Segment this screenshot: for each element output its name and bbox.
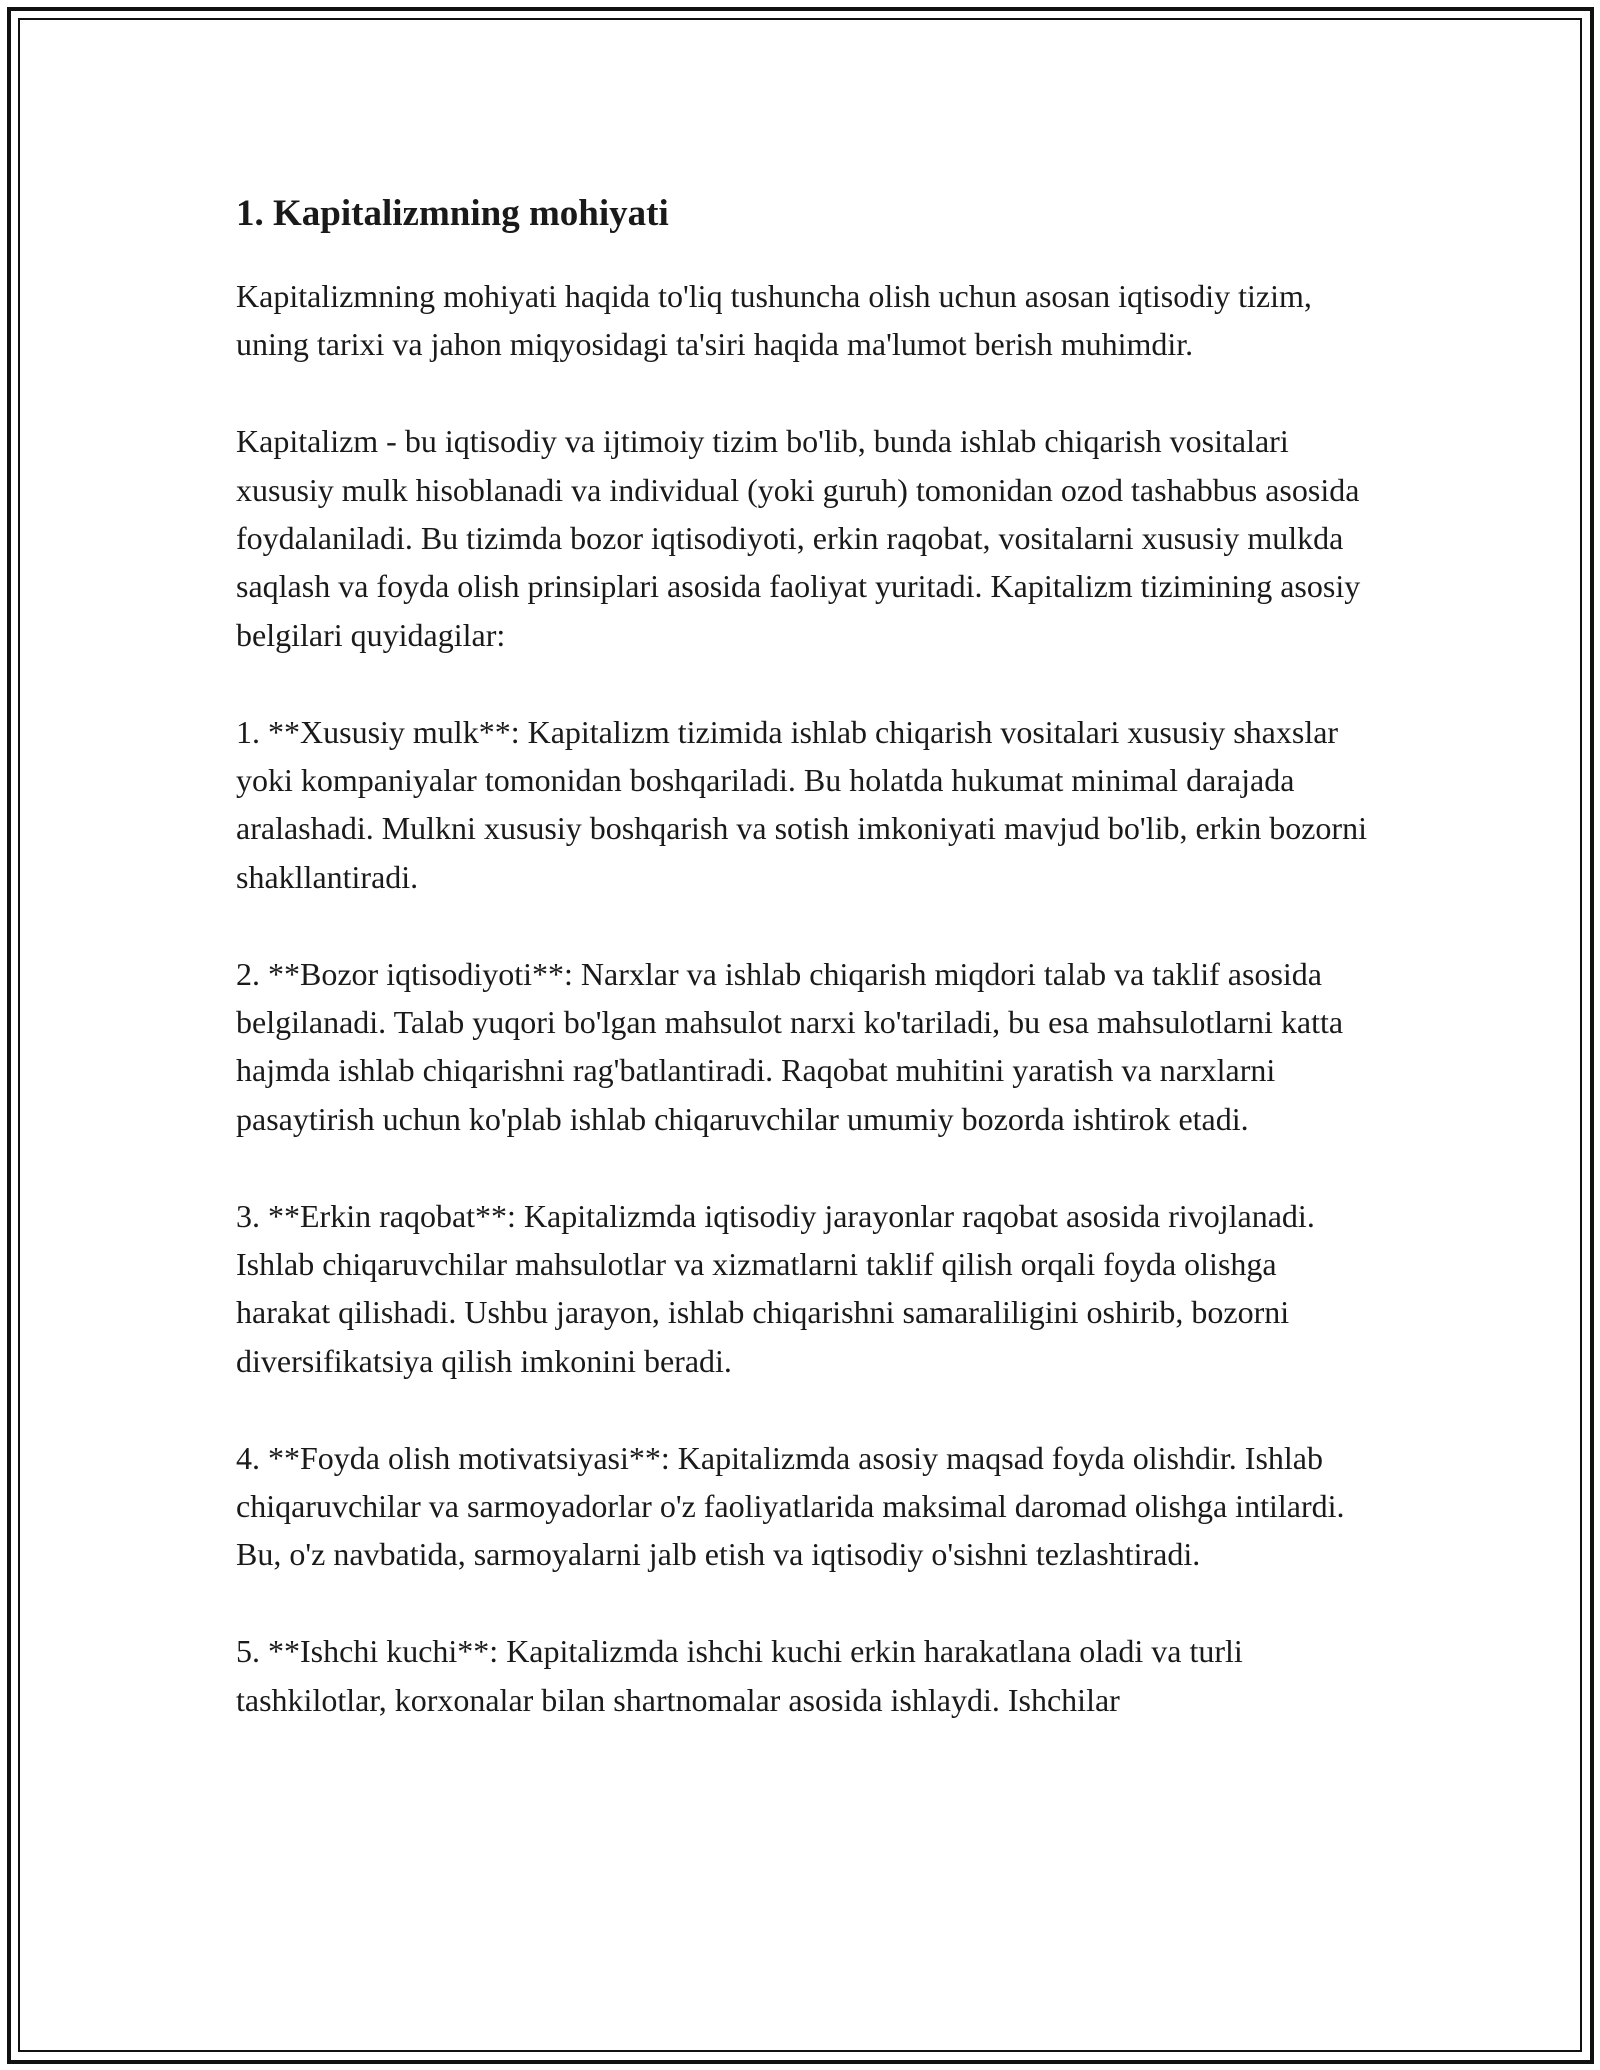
list-item-market-economy: 2. **Bozor iqtisodiyoti**: Narxlar va ishlab chiqarish miqdori talab va taklif asosida belgilanadi. Talab yuqori bo'lgan mahsulot narxi ko'tariladi, bu esa mahsulotlarni katta hajmda ishlab chiqarishni rag'batlantiradi. Raqobat muhitini yaratish va narxlarni pasaytirish uchun ko'plab ishlab chiqaruvchilar umumiy bozorda ishtirok etadi. xyxy=(236,955,1344,1137)
list-item-labor-force: 5. **Ishchi kuchi**: Kapitalizmda ishchi kuchi erkin harakatlana oladi va turli tashkilotlar, korxonalar bilan shartnomalar asosida ishlaydi. Ishchilar xyxy=(236,1633,1243,1718)
list-item-free-competition: 3. **Erkin raqobat**: Kapitalizmda iqtisodiy jarayonlar raqobat asosida rivojlanadi. Ishlab chiqaruvchilar mahsulotlar va xizmatlarni taklif qilish orqali foyda olishga harakat qilishadi. Ushbu jarayon, ishlab chiqarishni samaraliligini oshirib, bozorni diversifikatsiya qilish imkonini beradi. xyxy=(236,1197,1315,1379)
paragraph-intro: Kapitalizmning mohiyati haqida to'liq tushuncha olish uchun asosan iqtisodiy tizim, uning tarixi va jahon miqyosidagi ta'siri haqida ma'lumot berish muhimdir. xyxy=(236,278,1312,363)
paragraph-definition: Kapitalizm - bu iqtisodiy va ijtimoiy tizim bo'lib, bunda ishlab chiqarish vositalari xususiy mulk hisoblanadi va individual (yoki guruh) tomonidan ozod tashabbus asosida foydalaniladi. Bu tizimda bozor iqtisodiyoti, erkin raqobat, vositalarni xususiy mulkda saqlash va foyda olish prinsiplari asosida faoliyat yuritadi. Kapitalizm tizimining asosiy belgilari quyidagilar: xyxy=(236,423,1361,653)
list-item-profit-motive: 4. **Foyda olish motivatsiyasi**: Kapitalizmda asosiy maqsad foyda olishdir. Ishlab chiqaruvchilar va sarmoyadorlar o'z faoliyatlarida maksimal daromad olishga intilardi. Bu, o'z navbatida, sarmoyalarni jalb etish va iqtisodiy o'sishni tezlashtiradi. xyxy=(236,1439,1345,1573)
list-item-private-property: 1. **Xususiy mulk**: Kapitalizm tizimida ishlab chiqarish vositalari xususiy shaxslar yoki kompaniyalar tomonidan boshqariladi. Bu holatda hukumat minimal darajada aralashadi. Mulkni xususiy boshqarish va sotish imkoniyati mavjud bo'lib, erkin bozorni shakllantiradi. xyxy=(236,713,1367,895)
section-heading: 1. Kapitalizmning mohiyati xyxy=(236,193,669,234)
document-body xyxy=(236,180,1376,1772)
